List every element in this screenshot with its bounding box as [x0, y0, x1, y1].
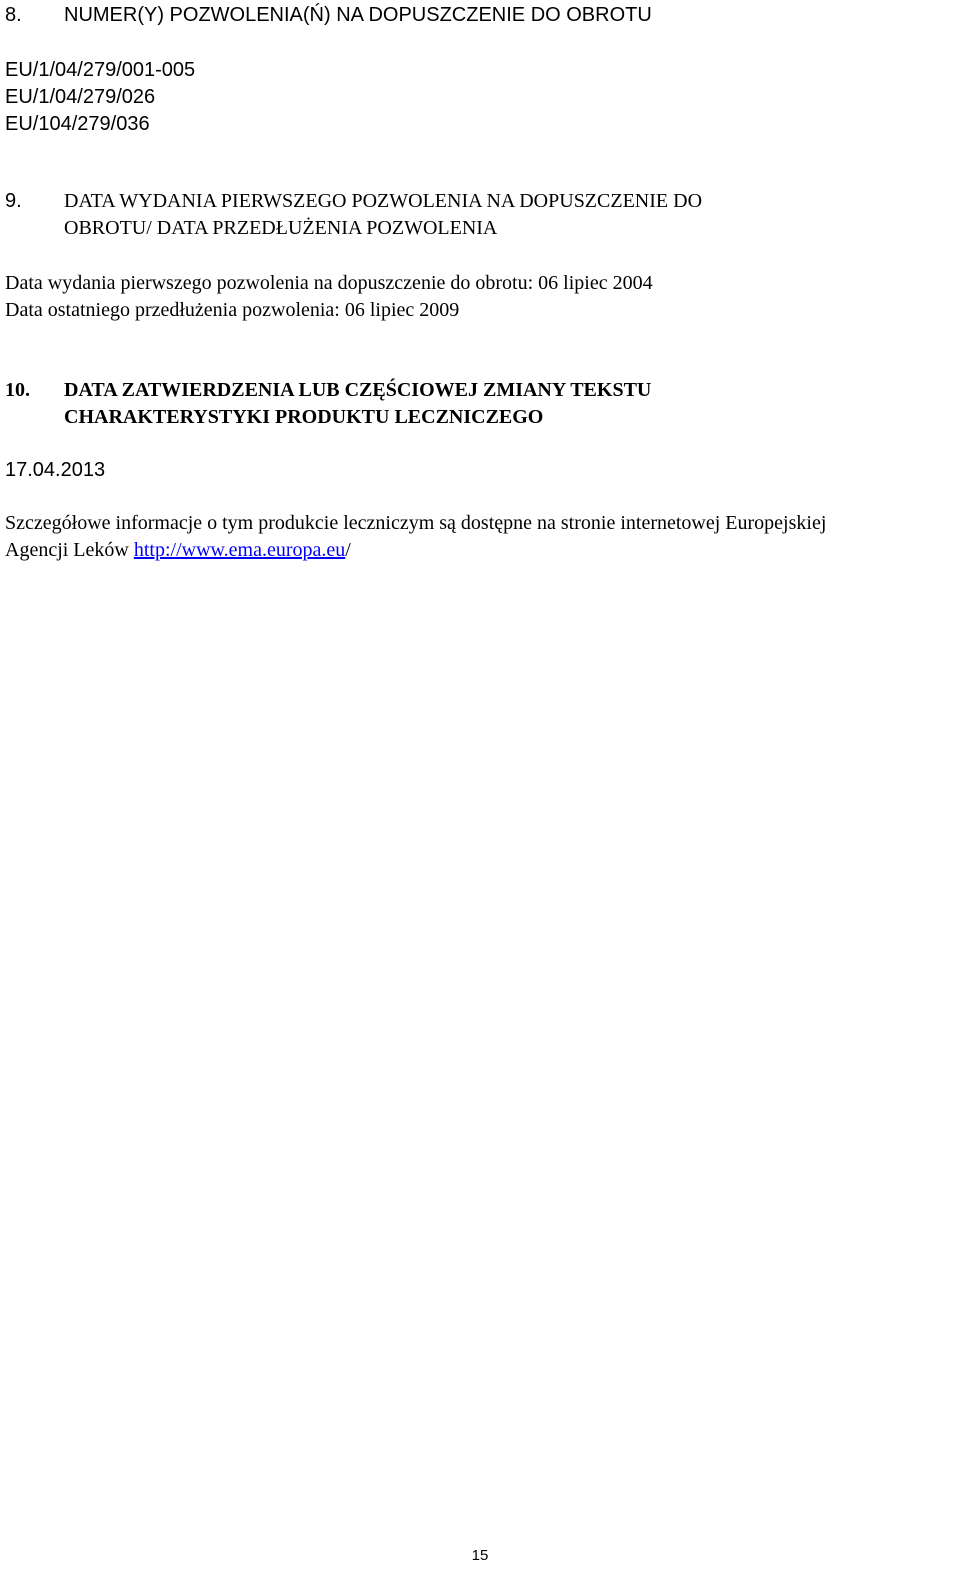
section-9-title-line: DATA WYDANIA PIERWSZEGO POZWOLENIA NA DOPUSZCZENIE DO: [64, 190, 703, 212]
section-9-heading-block: [5, 188, 958, 242]
section-10-number: 10.: [5, 379, 30, 401]
ema-website-link[interactable]: http://www.ema.europa.eu: [133, 539, 346, 561]
revision-date: 17.04.2013: [5, 459, 106, 481]
section-9-heading: [5, 188, 958, 242]
ema-info-line: [5, 537, 958, 564]
ema-link-suffix: /: [345, 539, 351, 561]
authorisation-numbers: [5, 57, 958, 138]
authorisation-number: EU/1/04/279/026: [5, 86, 156, 108]
ema-info-paragraph: [5, 510, 958, 564]
authorisation-number: EU/1/04/279/001-005: [5, 59, 196, 81]
ema-info-prefix: Agencji Leków: [5, 539, 134, 561]
section-10-title: [64, 377, 958, 431]
section-10-title-line: CHARAKTERYSTYKI PRODUKTU LECZNICZEGO: [64, 406, 544, 428]
section-8-title: NUMER(Y) POZWOLENIA(Ń) NA DOPUSZCZENIE DO OBROTU: [64, 4, 652, 26]
page-number: 15: [471, 1547, 489, 1564]
authorisation-number: EU/104/279/036: [5, 113, 150, 135]
last-renewal-date: Data ostatniego przedłużenia pozwolenia: 06 lipiec 2009: [5, 299, 460, 321]
section-9-number: 9.: [5, 190, 22, 212]
revision-date-block: [5, 457, 958, 484]
section-10-heading-block: [5, 377, 958, 431]
ema-info-line: Szczegółowe informacje o tym produkcie leczniczym są dostępne na stronie internetowej Europejskiej: [5, 512, 827, 534]
section-8-number: 8.: [5, 4, 22, 26]
section-10-title-line: DATA ZATWIERDZENIA LUB CZĘŚCIOWEJ ZMIANY TEKSTU: [64, 379, 652, 401]
section-9-title-line: OBROTU/ DATA PRZEDŁUŻENIA POZWOLENIA: [64, 217, 498, 239]
section-9-title: [64, 188, 958, 242]
section-10-heading: [5, 377, 958, 431]
first-authorisation-date: Data wydania pierwszego pozwolenia na dopuszczenie do obrotu: 06 lipiec 2004: [5, 272, 653, 294]
section-8-heading-block: [5, 2, 958, 29]
section-8-heading: [5, 2, 958, 29]
authorisation-dates: [5, 270, 958, 324]
